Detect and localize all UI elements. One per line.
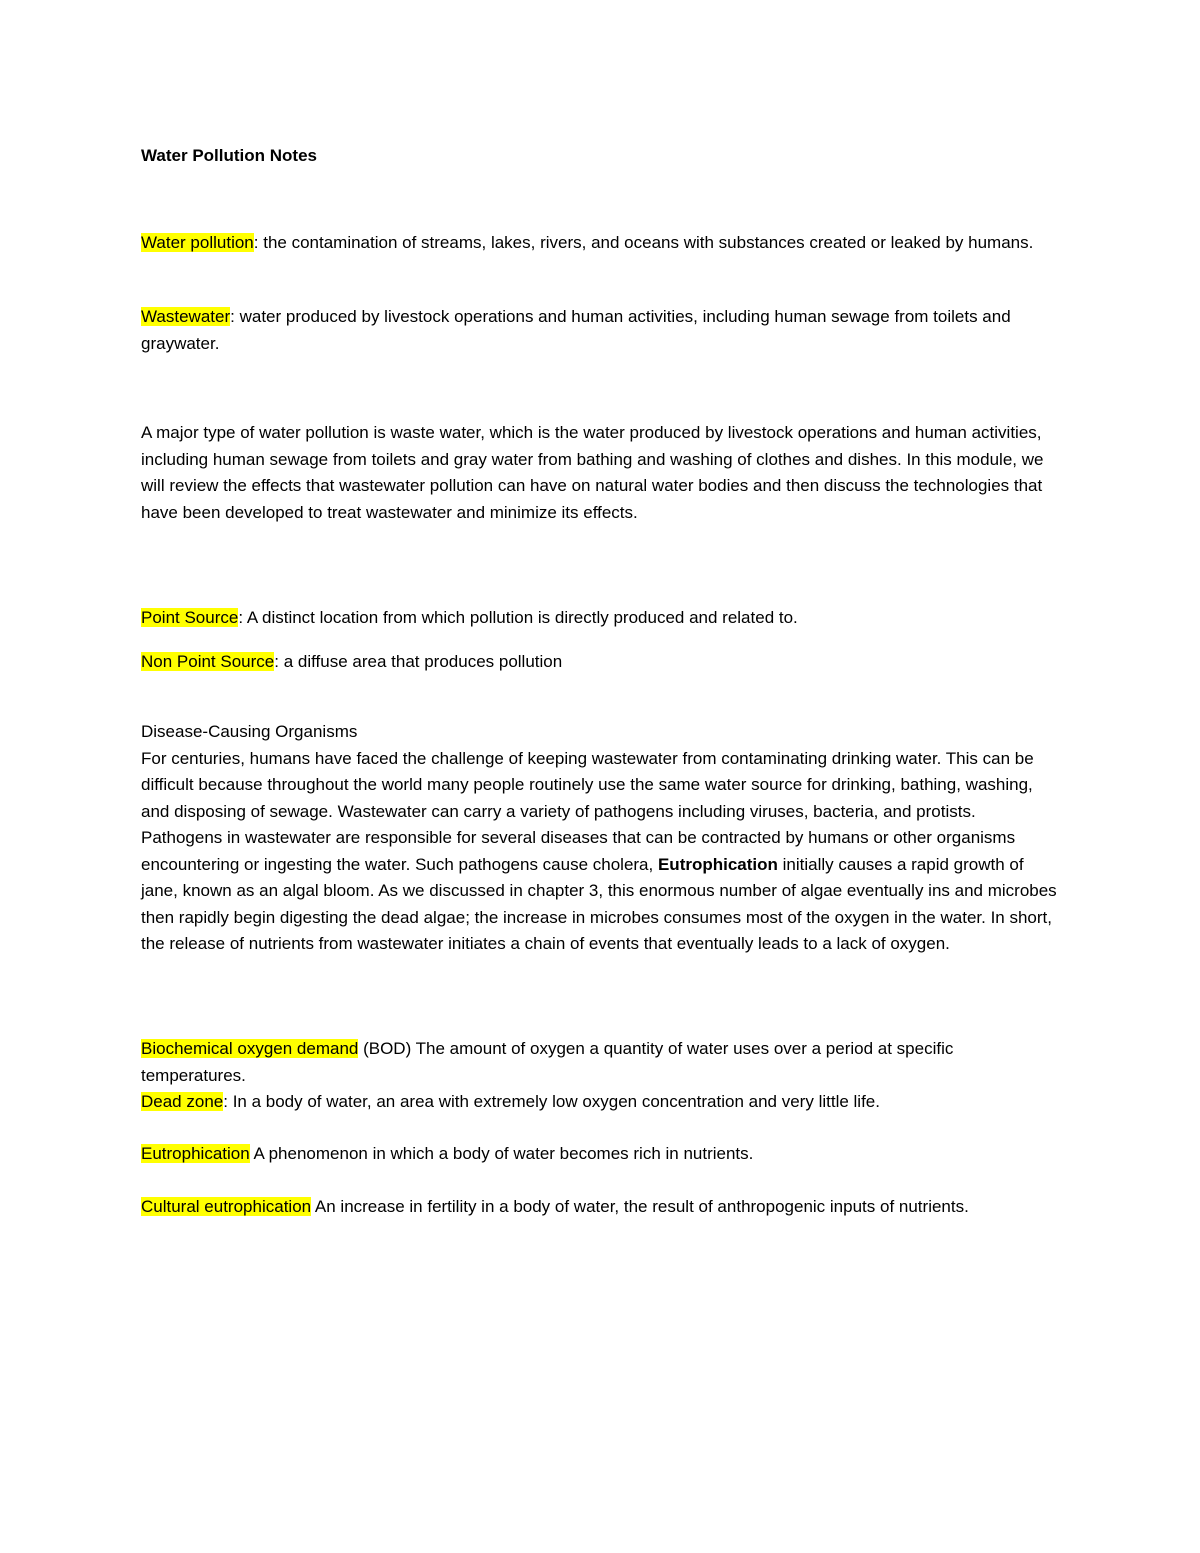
term-water-pollution: Water pollution (141, 233, 254, 252)
definition-cultural-eutrophication (141, 1194, 1061, 1221)
definition-text: a diffuse area that produces pollution (278, 652, 563, 671)
section-body (141, 746, 1061, 958)
term-eutrophication: Eutrophication (141, 1144, 250, 1163)
term-cultural-eutrophication: Cultural eutrophication (141, 1197, 312, 1216)
definition-point-source (141, 605, 1061, 632)
definition-non-point-source (141, 649, 1061, 676)
definition-text: A distinct location from which pollution is directly produced and related to. (243, 608, 798, 627)
term-wastewater: Wastewater (141, 307, 231, 326)
term-separator: : (223, 1092, 228, 1111)
definition-dead-zone (141, 1089, 1061, 1116)
definition-water-pollution (141, 230, 1061, 257)
definition-text: the contamination of streams, lakes, rivers, and oceans with substances created or leaked by humans. (258, 233, 1034, 252)
term-point-source: Point Source (141, 608, 239, 627)
term-separator: : (253, 233, 259, 252)
definition-wastewater (141, 304, 1061, 357)
section-bold-term: Eutrophication (657, 854, 778, 874)
definition-text: An increase in fertility in a body of water, the result of anthropogenic inputs of nutrients. (311, 1197, 969, 1216)
term-separator: : (230, 307, 235, 326)
definition-eutrophication (141, 1141, 1061, 1168)
term-non-point-source: Non Point Source (141, 652, 275, 671)
term-dead-zone: Dead zone (141, 1092, 224, 1111)
disease-section (141, 719, 1061, 958)
definition-text: A phenomenon in which a body of water becomes rich in nutrients. (249, 1144, 754, 1163)
section-heading: Disease-Causing Organisms (141, 722, 358, 741)
definition-text: In a body of water, an area with extremely low oxygen concentration and very little life. (227, 1092, 880, 1111)
definition-bod (141, 1036, 1061, 1089)
term-separator: : (274, 652, 279, 671)
definition-text: water produced by livestock operations and human activities, including human sewage from toilets and graywater. (141, 307, 1011, 353)
document-title: Water Pollution Notes (141, 146, 317, 165)
section-text-part1: For centuries, humans have faced the challenge of keeping wastewater from contaminating drinking water. This can be difficult because throughout the world many people routinely use the same water source for drinking, bathing, washing, and disposing of sewage. Wastewater can carry a variety of pathogens including viruses, bacteria, and protists. Pathogens in wastewater are responsible for several diseases that can be contracted by humans or other organisms encountering or ingesting the water. Such pathogens cause cholera, (141, 748, 1034, 874)
definition-text: (BOD) The amount of oxygen a quantity of water uses over a period at specific temperatures. (141, 1039, 954, 1085)
term-separator: : (238, 608, 244, 627)
section-text-part2: initially causes a rapid growth of jane, known as an algal bloom. As we discussed in chapter 3, this enormous number of algae eventually ins and microbes then rapidly begin digesting the dead algae; the increase in microbes consumes most of the oxygen in the water. In short, the release of nutrients from wastewater initiates a chain of events that eventually leads to a lack of oxygen. (141, 854, 1057, 953)
definition-group-bod-deadzone (141, 1036, 1061, 1116)
term-bod: Biochemical oxygen demand (141, 1039, 359, 1058)
intro-paragraph: A major type of water pollution is waste water, which is the water produced by livestock operations and human activities, including human sewage from toilets and gray water from bathing and washing of clothes and dishes. In this module, we will review the effects that wastewater pollution can have on natural water bodies and then discuss the technologies that have been developed to treat wastewater and minimize its effects. (141, 423, 1044, 522)
